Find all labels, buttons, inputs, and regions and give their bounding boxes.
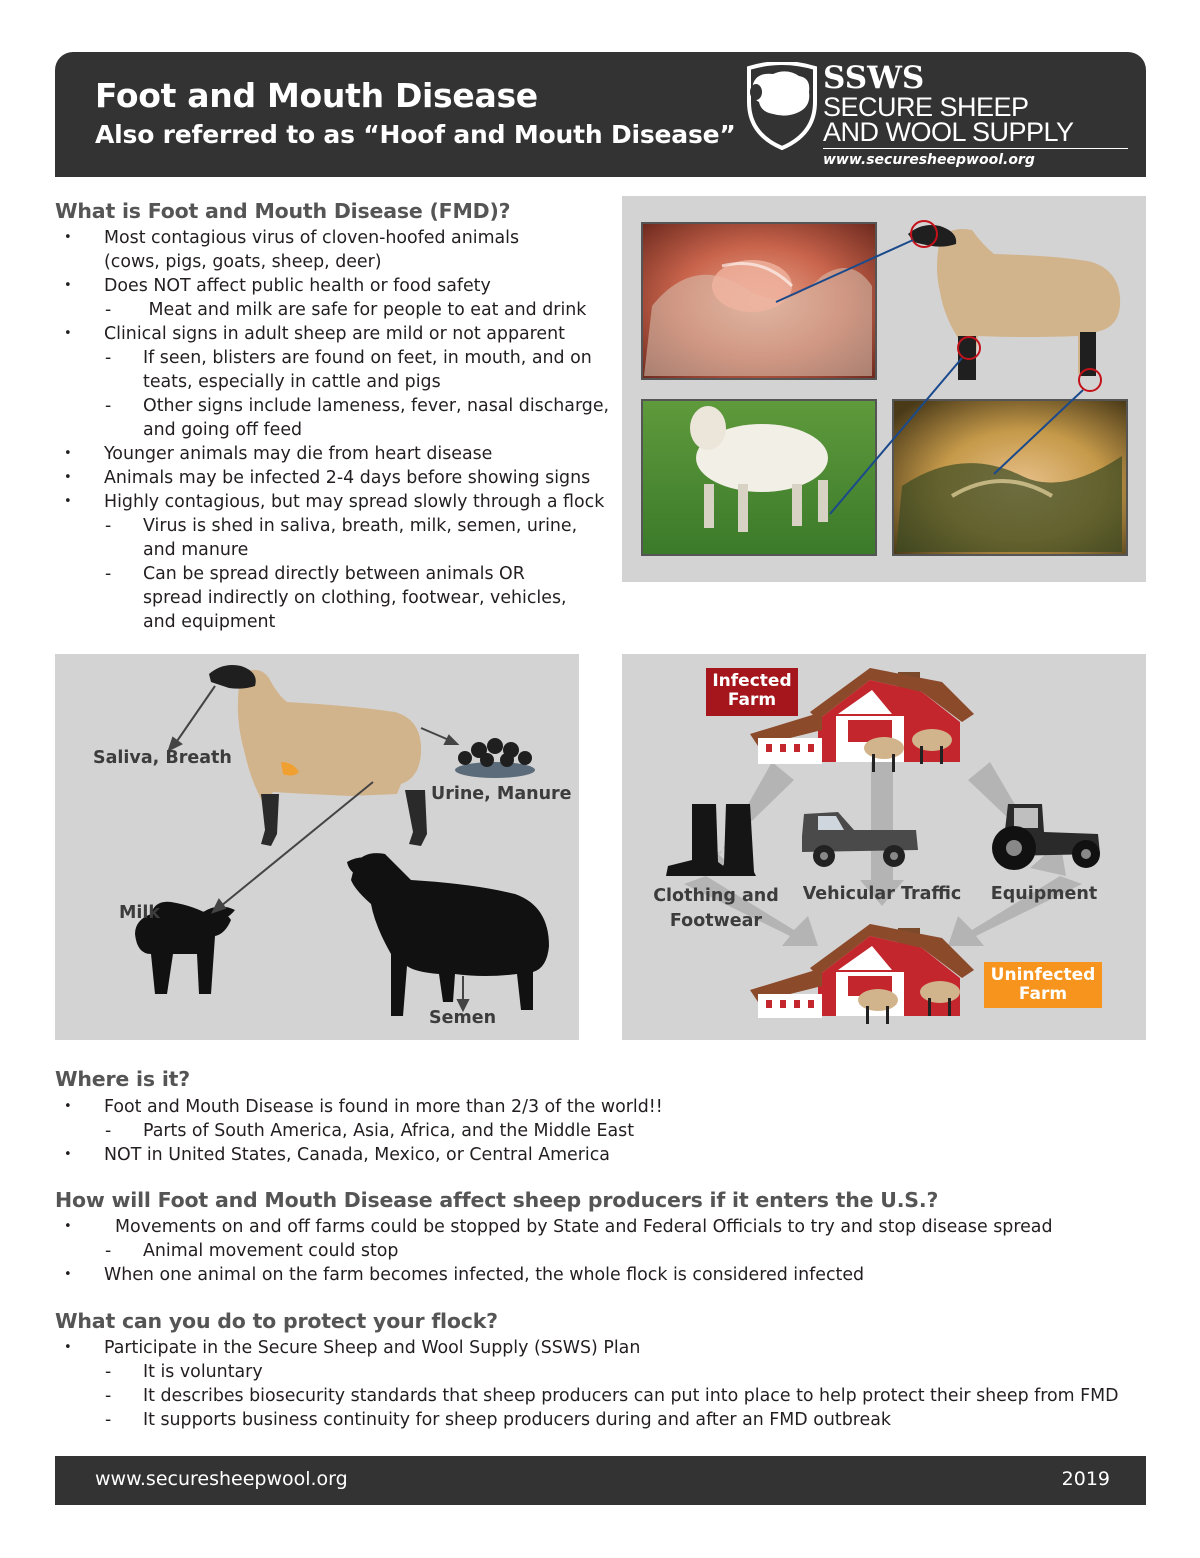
list-item: teats, especially in cattle and pigs (143, 372, 441, 392)
section-heading-affect: How will Foot and Mouth Disease affect sheep producers if it enters the U.S.? (55, 1188, 939, 1212)
page-subtitle: Also referred to as “Hoof and Mouth Disease” (95, 120, 736, 149)
label-equipment: Equipment (990, 884, 1098, 904)
list-item: • Clinical signs in adult sheep are mild or not apparent (55, 322, 609, 346)
list-item: - Other signs include lameness, fever, nasal discharge, (55, 394, 609, 418)
section-heading-protect: What can you do to protect your flock? (55, 1309, 498, 1333)
footer-bar (55, 1456, 1146, 1505)
shedding-illustration (55, 654, 579, 1040)
disease-spread-panel (622, 654, 1146, 1040)
where-list (55, 1095, 663, 1167)
list-item: - Animal movement could stop (55, 1239, 1053, 1263)
section-heading-what-is: What is Foot and Mouth Disease (FMD)? (55, 199, 511, 223)
virus-shedding-panel (55, 654, 579, 1040)
logo-line1: SECURE SHEEP (823, 92, 1029, 122)
page-title: Foot and Mouth Disease (95, 76, 538, 115)
list-item: spread indirectly on clothing, footwear, vehicles, (143, 588, 567, 608)
symptom-illustration (622, 196, 1146, 582)
logo-divider (823, 148, 1128, 149)
sheep-illustration (908, 221, 1120, 391)
uninfected-farm-badge: Uninfected Farm (984, 962, 1102, 1008)
ram-silhouette (347, 853, 549, 1016)
infected-sheep-illustration (209, 665, 427, 846)
list-item: and equipment (143, 612, 276, 632)
list-item: • NOT in United States, Canada, Mexico, or Central America (55, 1143, 663, 1167)
logo-url: www.securesheepwool.org (823, 152, 1035, 168)
label-clothing-footwear: Clothing and Footwear (653, 886, 779, 931)
manure-pile-icon (455, 738, 535, 778)
sheep-shield-icon (743, 62, 821, 152)
list-item: - It is voluntary (55, 1360, 1119, 1384)
label-milk: Milk (119, 903, 161, 923)
ssws-logo (743, 60, 1138, 175)
list-item: - Parts of South America, Asia, Africa, and the Middle East (55, 1119, 663, 1143)
list-item: • Most contagious virus of cloven-hoofed animals (55, 226, 609, 250)
list-item: - Meat and milk are safe for people to eat and drink (55, 298, 609, 322)
label-urine-manure: Urine, Manure (431, 784, 572, 804)
list-item: • Animals may be infected 2-4 days before showing signs (55, 466, 609, 490)
label-saliva-breath: Saliva, Breath (93, 748, 232, 768)
mouth-lesion-photo (642, 223, 876, 379)
infected-farm-badge: Infected Farm (706, 668, 798, 716)
section-heading-where: Where is it? (55, 1067, 190, 1091)
header-banner (55, 52, 1146, 177)
list-item: • Movements on and off farms could be stopped by State and Federal Officials to try and stop disease spread (55, 1215, 1053, 1239)
uninfected-barn-illustration (750, 924, 974, 1024)
symptom-photo-panel (622, 196, 1146, 582)
affect-list (55, 1215, 1053, 1287)
logo-line2: AND WOOL SUPPLY (823, 117, 1074, 147)
list-item: • When one animal on the farm becomes infected, the whole flock is considered infected (55, 1263, 1053, 1287)
list-item: - It supports business continuity for sheep producers during and after an FMD outbreak (55, 1408, 1119, 1432)
list-item: • Does NOT affect public health or food safety (55, 274, 609, 298)
list-item: • Participate in the Secure Sheep and Wool Supply (SSWS) Plan (55, 1336, 1119, 1360)
list-item: - Can be spread directly between animals OR (55, 562, 609, 586)
lamb-photo (642, 400, 876, 555)
boots-icon (666, 804, 756, 876)
footer-url: www.securesheepwool.org (95, 1468, 348, 1490)
protect-list (55, 1336, 1119, 1432)
list-item: and manure (143, 540, 249, 560)
label-vehicular-traffic: Vehicular Traffic (802, 884, 962, 904)
list-item: - Virus is shed in saliva, breath, milk, semen, urine, (55, 514, 609, 538)
list-item: • Younger animals may die from heart disease (55, 442, 609, 466)
footer-year: 2019 (1061, 1468, 1110, 1490)
list-item: - It describes biosecurity standards that sheep producers can put into place to help protect their sheep from FMD (55, 1384, 1119, 1408)
list-item: • Foot and Mouth Disease is found in more than 2/3 of the world!! (55, 1095, 663, 1119)
truck-icon (802, 812, 918, 867)
list-item: (cows, pigs, goats, sheep, deer) (104, 252, 382, 272)
hoof-lesion-photo (893, 400, 1127, 555)
what-is-list (55, 226, 609, 634)
list-item: and going off feed (143, 420, 303, 440)
list-item: • Highly contagious, but may spread slowly through a flock (55, 490, 609, 514)
label-semen: Semen (429, 1008, 497, 1028)
list-item: - If seen, blisters are found on feet, in mouth, and on (55, 346, 609, 370)
logo-abbr: SSWS (823, 60, 925, 96)
